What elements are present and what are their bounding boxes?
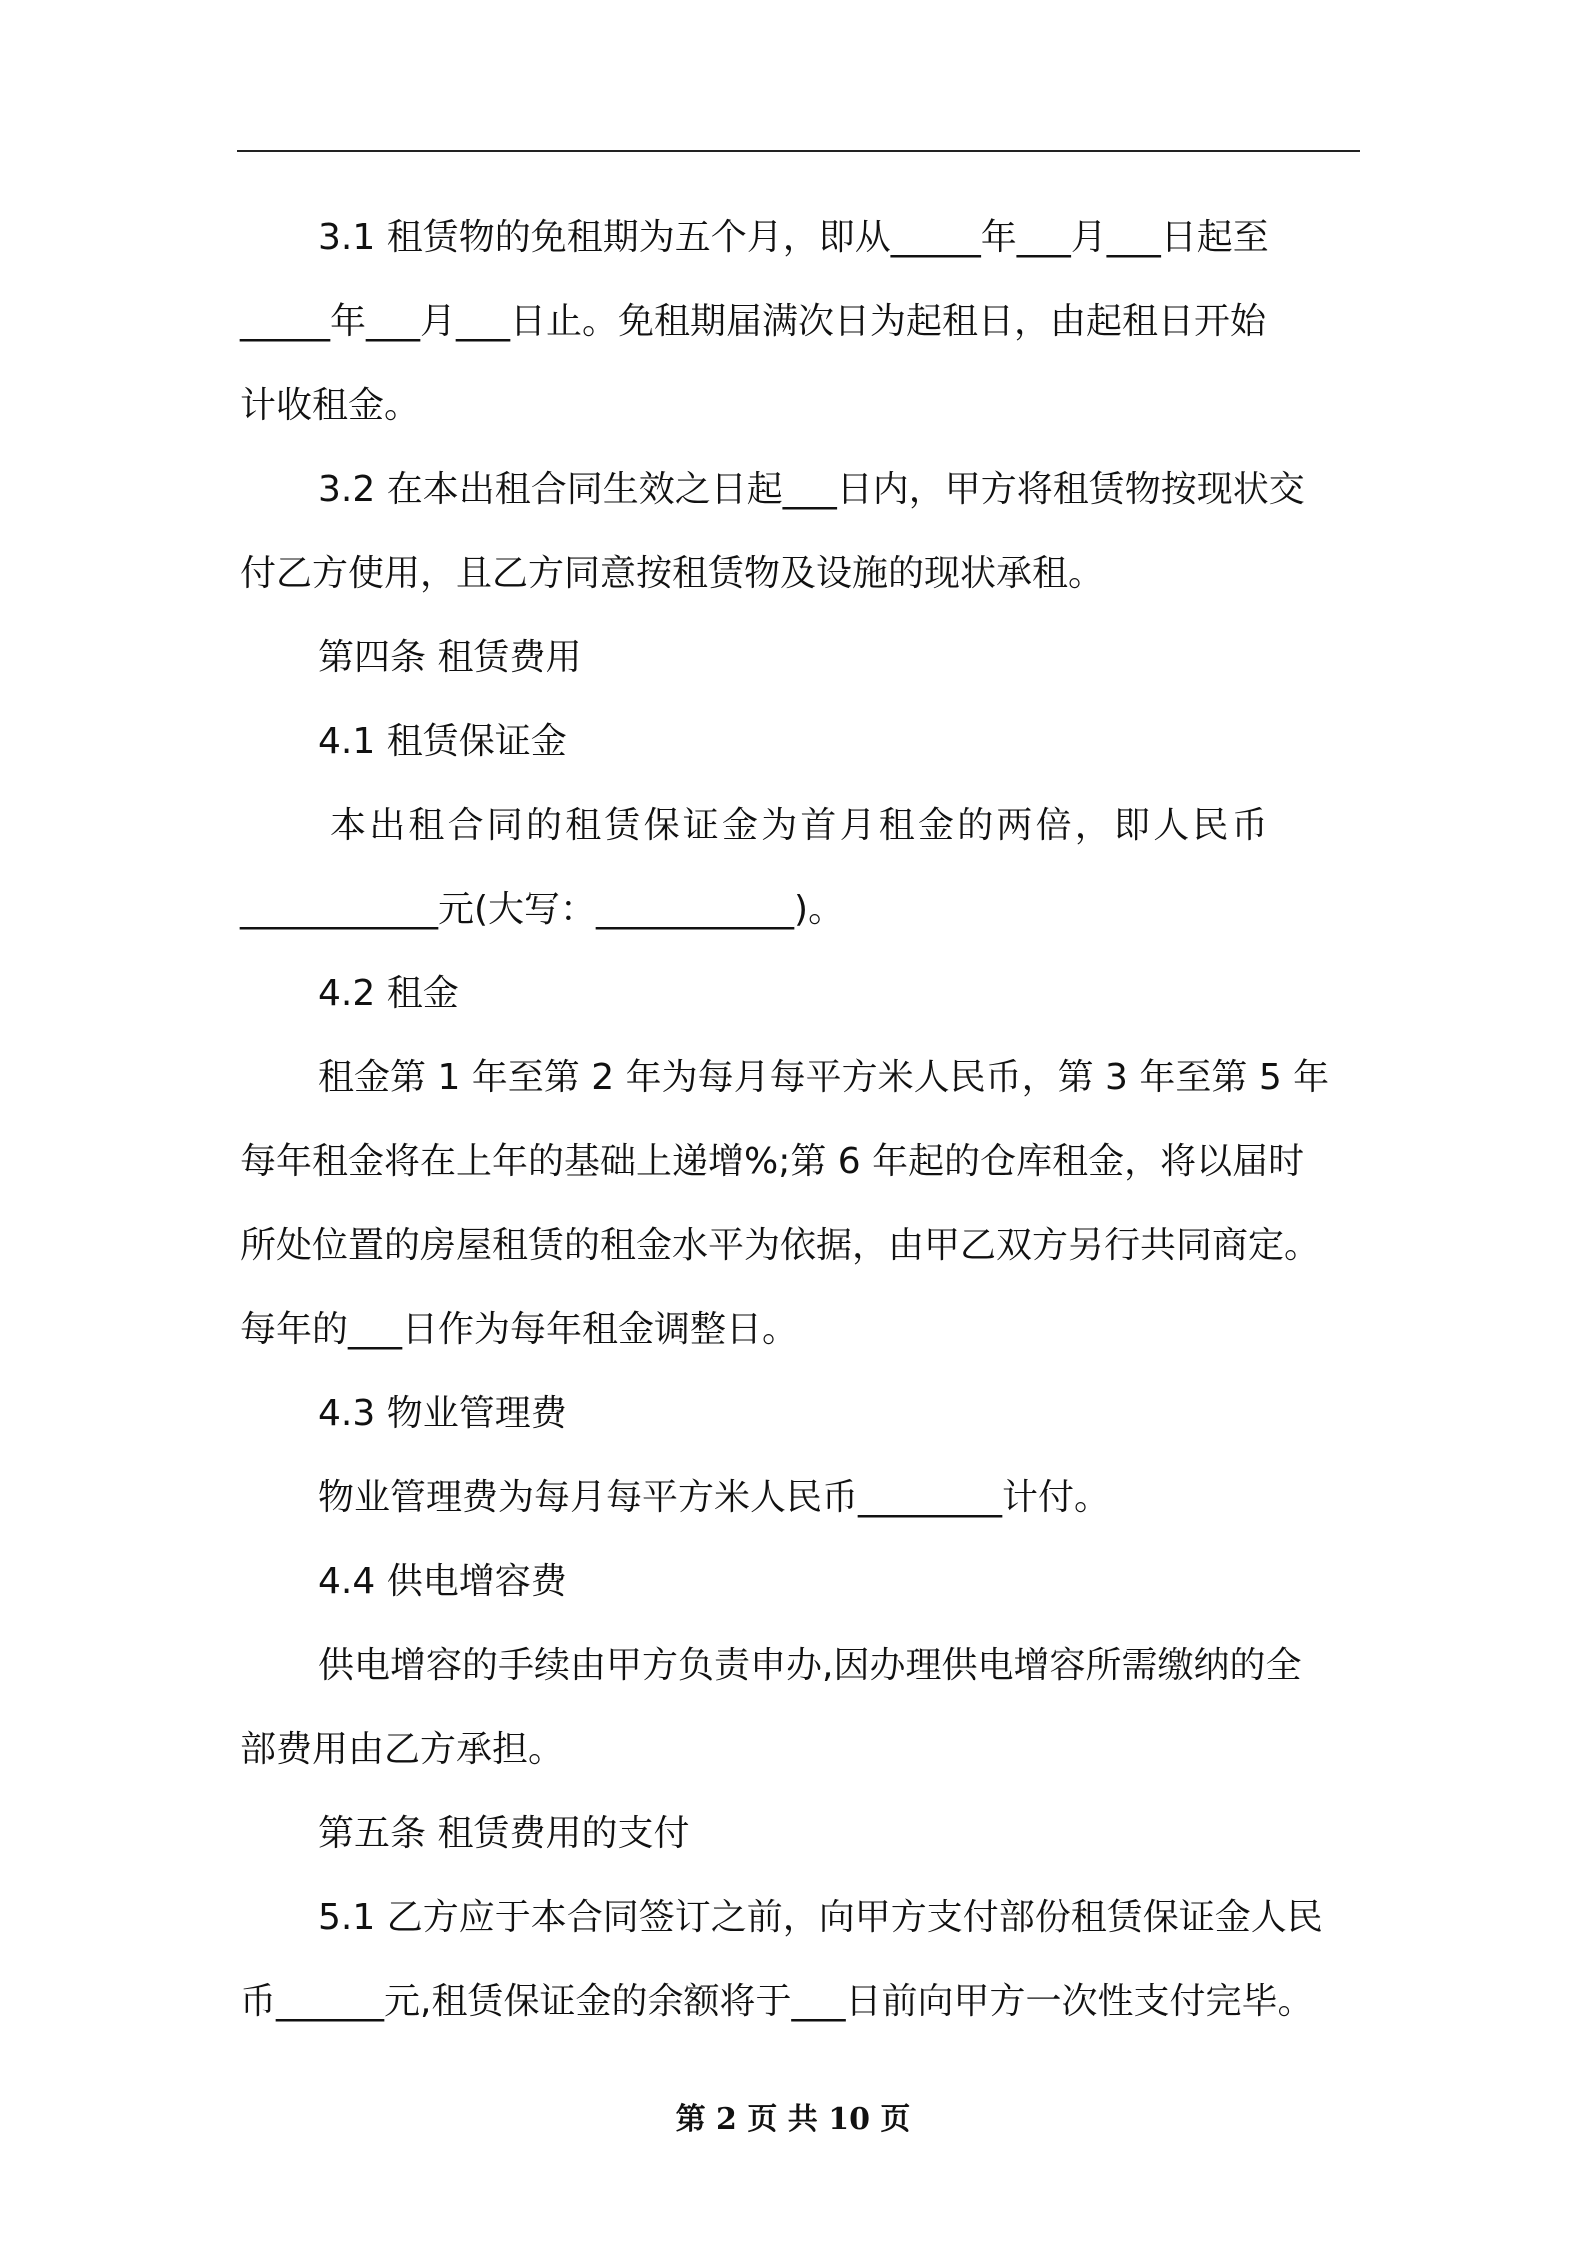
text-line: 付乙方使用，且乙方同意按租赁物及设施的现状承租。 <box>240 553 1105 594</box>
text-line: 本出租合同的租赁保证金为首月租金的两倍，即人民币 <box>330 805 1271 846</box>
text-line: 4.4 供电增容费 <box>318 1561 567 1602</box>
page-number: 第 2 页 共 10 页 <box>675 2102 911 2137</box>
text-line: 每年租金将在上年的基础上递增%;第 6 年起的仓库租金，将以届时 <box>240 1141 1305 1182</box>
text-line: 供电增容的手续由甲方负责申办,因办理供电增容所需缴纳的全 <box>318 1645 1302 1686</box>
text-line: 第五条 租赁费用的支付 <box>318 1813 690 1854</box>
header-rule <box>237 150 1360 152</box>
text-line: _____年___月___日止。免租期届满次日为起租日，由起租日开始 <box>240 301 1267 342</box>
text-line: 币______元,租赁保证金的余额将于___日前向甲方一次性支付完毕。 <box>240 1981 1314 2022</box>
text-line: 物业管理费为每月每平方米人民币________计付。 <box>318 1477 1111 1518</box>
document-body <box>240 196 1360 2044</box>
text-line: 3.1 租赁物的免租期为五个月，即从_____年___月___日起至 <box>318 217 1269 258</box>
text-line: 每年的___日作为每年租金调整日。 <box>240 1309 799 1350</box>
text-line: ___________元(大写：___________)。 <box>240 889 845 930</box>
text-line: 4.2 租金 <box>318 973 459 1014</box>
text-line: 4.3 物业管理费 <box>318 1393 567 1434</box>
text-line: 第四条 租赁费用 <box>318 637 582 678</box>
text-line: 3.2 在本出租合同生效之日起___日内，甲方将租赁物按现状交 <box>318 469 1305 510</box>
text-line: 4.1 租赁保证金 <box>318 721 567 762</box>
text-line: 5.1 乙方应于本合同签订之前，向甲方支付部份租赁保证金人民 <box>318 1897 1323 1938</box>
text-line: 所处位置的房屋租赁的租金水平为依据，由甲乙双方另行共同商定。 <box>240 1225 1321 1266</box>
text-line: 部费用由乙方承担。 <box>240 1729 565 1770</box>
text-line: 租金第 1 年至第 2 年为每月每平方米人民币，第 3 年至第 5 年 <box>318 1057 1330 1098</box>
text-line: 计收租金。 <box>240 385 421 426</box>
